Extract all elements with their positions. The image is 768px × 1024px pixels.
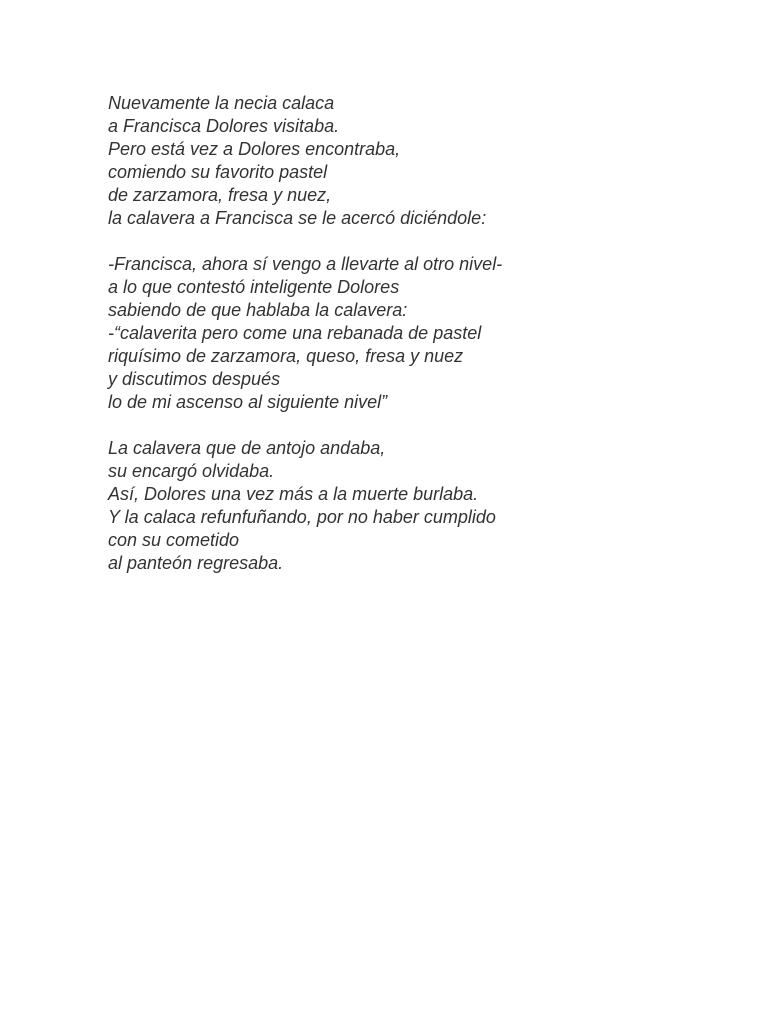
poem-line: riquísimo de zarzamora, queso, fresa y nuez: [108, 346, 464, 366]
stanza-2: [108, 253, 668, 414]
poem-line: comiendo su favorito pastel: [108, 162, 328, 182]
poem-line: la calavera a Francisca se le acercó diciéndole:: [108, 208, 487, 228]
poem-line: su encargó olvidaba.: [108, 461, 275, 481]
poem-line: Y la calaca refunfuñando, por no haber cumplido: [108, 507, 496, 527]
poem-line: al panteón regresaba.: [108, 553, 284, 573]
poem-text: [108, 92, 668, 598]
poem-line: lo de mi ascenso al siguiente nivel”: [108, 392, 388, 412]
poem-line: Nuevamente la necia calaca: [108, 93, 335, 113]
stanza-1: [108, 92, 668, 230]
poem-line: y discutimos después: [108, 369, 281, 389]
poem-line: -“calaverita pero come una rebanada de pastel: [108, 323, 482, 343]
poem-line: a lo que contestó inteligente Dolores: [108, 277, 400, 297]
stanza-3: [108, 437, 668, 575]
poem-line: con su cometido: [108, 530, 240, 550]
poem-line: Así, Dolores una vez más a la muerte burlaba.: [108, 484, 479, 504]
poem-line: sabiendo de que hablaba la calavera:: [108, 300, 408, 320]
poem-line: de zarzamora, fresa y nuez,: [108, 185, 332, 205]
poem-line: La calavera que de antojo andaba,: [108, 438, 386, 458]
poem-line: a Francisca Dolores visitaba.: [108, 116, 340, 136]
poem-line: Pero está vez a Dolores encontraba,: [108, 139, 401, 159]
poem-line: -Francisca, ahora sí vengo a llevarte al otro nivel-: [108, 254, 503, 274]
